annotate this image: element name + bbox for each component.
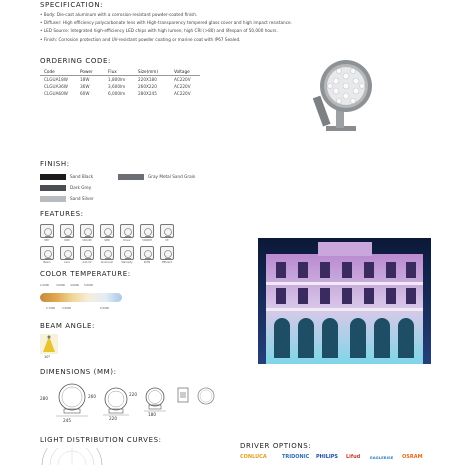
table-cell: CLGUA60W — [44, 91, 68, 96]
feature-caption: Lens — [64, 261, 70, 264]
polar-distribution-chart — [40, 448, 104, 465]
dimension-height: 220 — [129, 392, 137, 397]
feature-icon — [40, 246, 54, 260]
mounting-bracket-drawing — [176, 384, 216, 408]
feature-icon — [100, 224, 114, 238]
feature-caption: Beam — [43, 261, 51, 264]
feature-caption: Efficient — [162, 261, 172, 264]
brand-logo-tridonic: TRIDONIC — [282, 454, 310, 460]
table-cell: CLGUA18W — [44, 77, 68, 82]
beam-angle-value: 10° — [44, 355, 51, 359]
feature-icon — [160, 224, 174, 238]
spec-bullet: • Finish: Corrosion protection and UV-resistant powder coating or marine coat with IP67 Sealed. — [40, 37, 241, 42]
feature-icon — [140, 224, 154, 238]
feature-icon — [60, 224, 74, 238]
table-row — [40, 90, 200, 97]
table-cell: 18W — [80, 77, 90, 82]
feature-caption: SMD — [104, 239, 110, 242]
column-header: Power — [76, 68, 104, 76]
table-cell: AC220V — [174, 84, 191, 89]
building-night-lighting-photo — [258, 238, 431, 364]
column-header: Code — [40, 68, 76, 76]
color-temperature-title: COLOR TEMPERATURE: — [40, 270, 131, 278]
spec-bullet: • Body: Die-cast aluminum with a corrosion-resistant powder-coated finish. — [40, 12, 198, 17]
feature-icon — [100, 246, 114, 260]
feature-caption: IK08 — [64, 239, 70, 242]
product-spotlight-image — [300, 52, 380, 148]
cct-tick-top: 3,000K — [56, 284, 66, 287]
column-header: Voltage — [170, 68, 200, 76]
finish-swatch-dark-grey — [40, 185, 66, 191]
finish-label: Gray Metal Sand Grain — [148, 174, 196, 179]
finish-swatch-sand-black — [40, 174, 66, 180]
table-header-row — [40, 68, 200, 76]
table-row — [40, 76, 200, 84]
feature-caption: CRI>80 — [82, 239, 92, 242]
dimension-drawing-medium — [101, 386, 131, 416]
feature-caption: 50000H — [142, 239, 152, 242]
feature-icon — [80, 224, 94, 238]
table-row — [40, 83, 200, 90]
table-cell: 60W — [80, 91, 90, 96]
brand-logo-osram: OSRAM — [402, 454, 423, 460]
feature-icon — [120, 246, 134, 260]
feature-icon — [60, 246, 74, 260]
features-title: FEATURES: — [40, 210, 84, 218]
brand-logo-eaglerise: EAGLERISE — [370, 455, 394, 460]
driver-options-title: DRIVER OPTIONS: — [240, 442, 312, 450]
brand-logo-lifud: Lifud — [346, 454, 361, 460]
feature-caption: Aluminum — [100, 261, 114, 264]
cct-tick-bottom: 6,500K — [100, 307, 110, 310]
feature-caption: Driver — [123, 239, 131, 242]
dimension-height: 260 — [88, 394, 96, 399]
specification-title: SPECIFICATION: — [40, 1, 104, 9]
table-cell: AC220V — [174, 77, 191, 82]
feature-icon — [120, 224, 134, 238]
finish-title: FINISH: — [40, 160, 70, 168]
table-cell: 280X245 — [138, 91, 157, 96]
feature-icon — [80, 246, 94, 260]
feature-caption: Anti-UV — [82, 261, 92, 264]
table-cell: 6,000lm — [108, 91, 126, 96]
brand-logo-philips: PHILIPS — [316, 454, 339, 460]
finish-swatch-gray-metal — [118, 174, 144, 180]
ordering-table — [40, 68, 200, 97]
beam-angle-title: BEAM ANGLE: — [40, 322, 96, 330]
table-cell: AC220V — [174, 91, 191, 96]
cct-tick-bottom: 3,500K — [62, 307, 72, 310]
column-header: Size(mm) — [134, 68, 170, 76]
feature-caption: CE — [165, 239, 169, 242]
table-cell: 1,800lm — [108, 77, 126, 82]
color-temperature-gradient-bar — [40, 293, 122, 302]
dimension-width: 245 — [63, 418, 71, 423]
finish-label: Dark Grey — [70, 185, 92, 190]
feature-icon — [160, 246, 174, 260]
dimensions-title: DIMENSIONS (MM): — [40, 368, 117, 376]
dimension-height: 280 — [40, 396, 48, 401]
cct-tick-top: 5,000K — [84, 284, 94, 287]
finish-label: Sand Black — [70, 174, 94, 179]
feature-caption: Warranty — [121, 261, 133, 264]
feature-caption: IP67 — [44, 239, 50, 242]
cct-tick-top: 4,000K — [70, 284, 80, 287]
dimension-width: 220 — [109, 416, 117, 421]
dimension-drawing-small — [142, 386, 168, 412]
brand-logo-conluca: CONLUCA — [240, 454, 267, 460]
table-cell: 36W — [80, 84, 90, 89]
ordering-code-title: ORDERING CODE: — [40, 57, 111, 65]
finish-label: Sand Silver — [70, 196, 94, 201]
dimension-drawing-large — [54, 382, 90, 418]
cct-tick-bottom: 2,700K — [46, 307, 56, 310]
beam-cone-icon — [40, 334, 58, 354]
feature-icon — [40, 224, 54, 238]
dimension-width: 180 — [148, 412, 156, 417]
feature-caption: RoHS — [143, 261, 151, 264]
column-header: Flux — [104, 68, 134, 76]
spec-bullet: • LED Source: Integrated high-efficiency LED chips with high lumen, high CRI (>80) and lifespan of 50,000 hours. — [40, 28, 278, 33]
table-cell: 220X180 — [138, 77, 157, 82]
table-cell: CLGUA36W — [44, 84, 68, 89]
finish-swatch-sand-silver — [40, 196, 66, 202]
table-cell: 260X220 — [138, 84, 157, 89]
cct-tick-top: 2,200K — [40, 284, 50, 287]
table-cell: 3,600lm — [108, 84, 126, 89]
light-distribution-title: LIGHT DISTRIBUTION CURVES: — [40, 436, 162, 444]
spec-bullet: • Diffuser: High efficiency polycarbonate lens with High-transparency tempered glass cover and high impact resistance. — [40, 20, 292, 25]
feature-icon — [140, 246, 154, 260]
